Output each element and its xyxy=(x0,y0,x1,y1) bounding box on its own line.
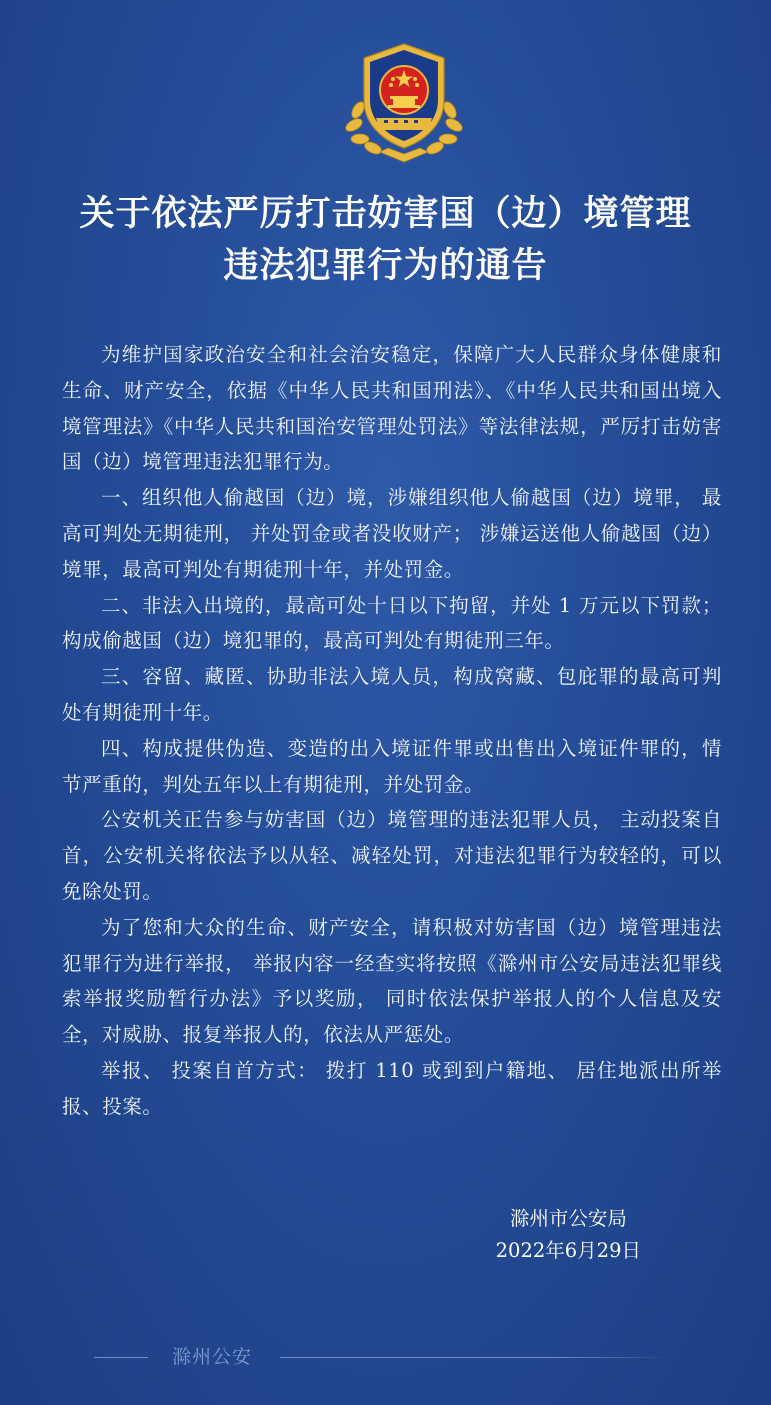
notice-title xyxy=(0,188,771,292)
notice-title-line-2: 违法犯罪行为的通告 xyxy=(223,245,548,286)
notice-title-line-1: 关于依法严厉打击妨害国（边）境管理 xyxy=(79,193,692,234)
issuer-name: 滁州市公安局 xyxy=(509,1207,627,1230)
police-emblem-icon xyxy=(340,40,468,164)
paragraph-item-4: 四、构成提供伪造、变造的出入境证件罪或出售出入境证件罪的，情节严重的，判处五年以上有期徒刑，并处罚金。 xyxy=(62,736,722,796)
paragraph-item-2: 二、非法入出境的，最高可处十日以下拘留，并处 1 万元以下罚款； 构成偷越国（边）境犯罪的，最高可判处有期徒刑三年。 xyxy=(62,593,722,653)
footer-divider-right xyxy=(280,1357,672,1358)
paragraph-intro: 为维护国家政治安全和社会治安稳定，保障广大人民群众身体健康和生命、财产安全，依据《中华人民共和国刑法》、《中华人民共和国出境入境管理法》《中华人民共和国治安管理处罚法》等法律法规，严厉打击妨害国（边）境管理违法犯罪行为。 xyxy=(62,343,722,474)
paragraph-warning: 公安机关正告参与妨害国（边）境管理的违法犯罪人员， 主动投案自首，公安机关将依法予以从轻、减轻处罚，对违法犯罪行为较轻的，可以免除处罚。 xyxy=(62,808,722,903)
footer-divider-left xyxy=(94,1357,148,1358)
paragraph-report: 为了您和大众的生命、财产安全，请积极对妨害国（边）境管理违法犯罪行为进行举报， 举报内容一经查实将按照《滁州市公安局违法犯罪线索举报奖励暂行办法》予以奖励， 同时依法保护举报人的个人信息及安全，对威胁、报复举报人的，依法从严惩处。 xyxy=(62,915,722,1047)
issue-date: 2022年6月29日 xyxy=(495,1239,641,1262)
footer-brand: 滁州公安 xyxy=(172,1346,253,1368)
paragraph-item-1: 一、组织他人偷越国（边）境，涉嫌组织他人偷越国（边）境罪， 最高可判处无期徒刑， 并处罚金或者没收财产； 涉嫌运送他人偷越国（边）境罪，最高可判处有期徒刑十年，并处罚金。 xyxy=(62,486,722,581)
notice-body xyxy=(62,337,722,1125)
signature-block xyxy=(496,1203,641,1267)
footer xyxy=(0,1343,771,1373)
paragraph-item-3: 三、容留、藏匿、协助非法入境人员，构成窝藏、包庇罪的最高可判处有期徒刑十年。 xyxy=(62,665,722,724)
paragraph-contact: 举报、 投案自首方式： 拨打 110 或到到户籍地、 居住地派出所举报、投案。 xyxy=(62,1058,722,1118)
